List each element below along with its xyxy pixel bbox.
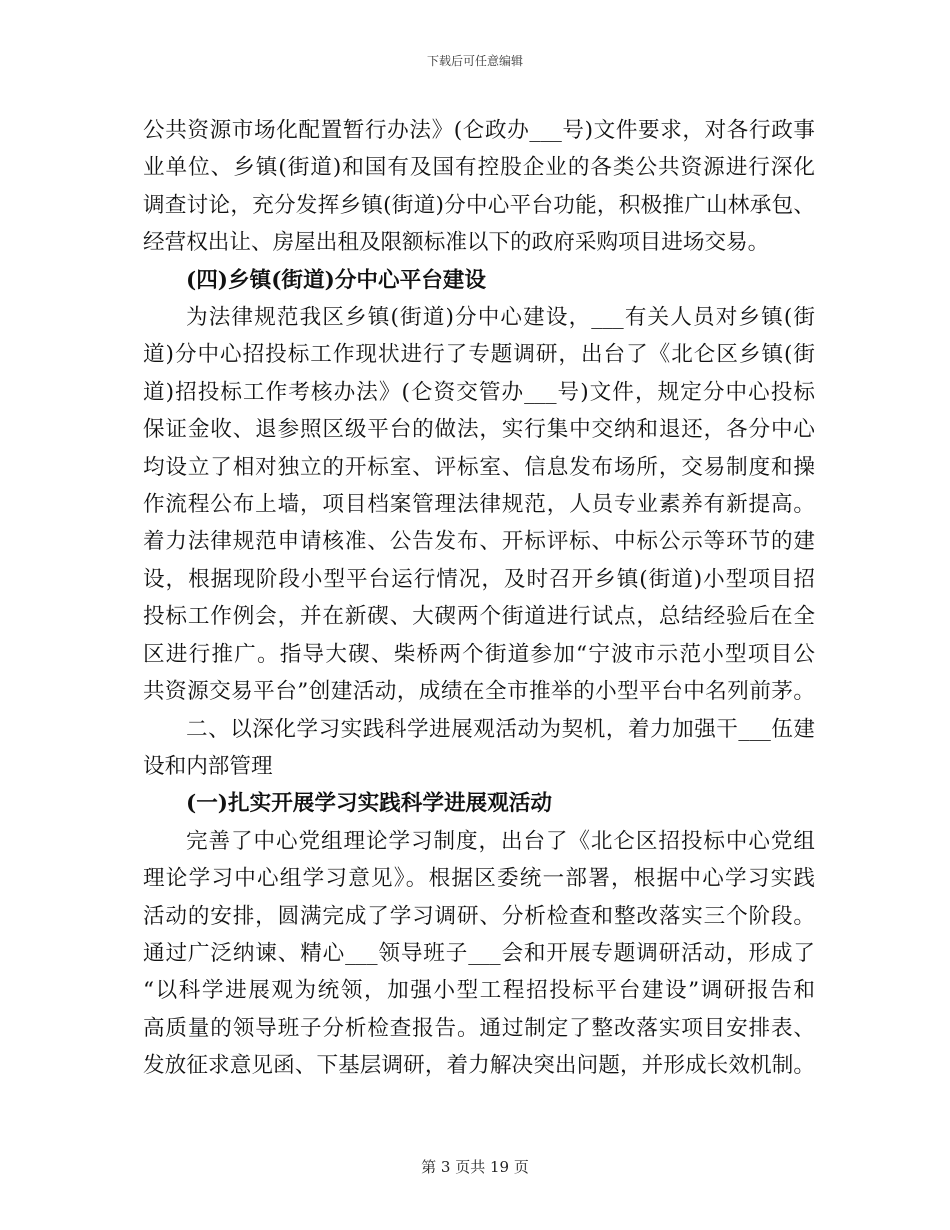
paragraph-line: “以科学进展观为统领，加强小型工程招投标平台建设”调研报告和 [143,978,815,1004]
section-heading-2: 二、以深化学习实践科学进展观活动为契机，着力加强干___伍建 [186,716,815,742]
paragraph-line: 共资源交易平台”创建活动，成绩在全市推举的小型平台中名列前茅。 [143,679,815,705]
paragraph-line: 着力法律规范申请核准、公告发布、开标评标、中标公示等环节的建 [143,529,815,555]
paragraph-line: 完善了中心党组理论学习制度，出台了《北仑区招投标中心党组 [186,828,815,854]
paragraph-line: 作流程公布上墙，项目档案管理法律规范，人员专业素养有新提高。 [143,492,815,518]
paragraph-line: 理论学习中心组学习意见》。根据区委统一部署，根据中心学习实践 [143,866,815,892]
paragraph-line: 高质量的领导班子分析检查报告。通过制定了整改落实项目安排表、 [143,1015,815,1041]
paragraph-line: 公共资源市场化配置暂行办法》(仑政办___号)文件要求，对各行政事 [143,118,815,143]
paragraph-line: 区进行推广。指导大碶、柴桥两个街道参加“宁波市示范小型项目公 [143,641,815,667]
paragraph-line: 活动的安排，圆满完成了学习调研、分析检查和整改落实三个阶段。 [143,903,815,929]
page-header-note: 下载后可任意编辑 [426,54,523,68]
paragraph-line: 设，根据现阶段小型平台运行情况，及时召开乡镇(街道)小型项目招 [143,566,815,592]
paragraph-line: 发放征求意见函、下基层调研，着力解决突出问题，并形成长效机制。 [143,1053,815,1079]
paragraph-line: 业单位、乡镇(街道)和国有及国有控股企业的各类公共资源进行深化 [143,155,815,181]
section-heading-4: (四)乡镇(街道)分中心平台建设 [186,267,486,293]
paragraph-line: 投标工作例会，并在新碶、大碶两个街道进行试点，总结经验后在全 [143,604,815,630]
paragraph-line: 设和内部管理 [143,753,273,779]
paragraph-line: 为法律规范我区乡镇(街道)分中心建设，___有关人员对乡镇(街 [186,305,815,331]
paragraph-line: 经营权出让、房屋出租及限额标准以下的政府采购项目进场交易。 [143,230,770,256]
paragraph-line: 通过广泛纳谏、精心___领导班子___会和开展专题调研活动，形成了 [143,940,815,966]
document-body [143,112,815,1085]
paragraph-line: 调查讨论，充分发挥乡镇(街道)分中心平台功能，积极推广山林承包、 [143,192,815,218]
page-number: 第 3 页共 19 页 [421,1158,529,1176]
paragraph-line: 保证金收、退参照区级平台的做法，实行集中交纳和退还，各分中心 [143,417,815,443]
section-heading-1: (一)扎实开展学习实践科学进展观活动 [186,791,552,817]
paragraph-line: 道)招投标工作考核办法》(仑资交管办___号)文件，规定分中心投标 [143,379,815,405]
paragraph-line: 均设立了相对独立的开标室、评标室、信息发布场所，交易制度和操 [143,454,815,480]
paragraph-line: 道)分中心招投标工作现状进行了专题调研，出台了《北仑区乡镇(街 [143,342,815,368]
